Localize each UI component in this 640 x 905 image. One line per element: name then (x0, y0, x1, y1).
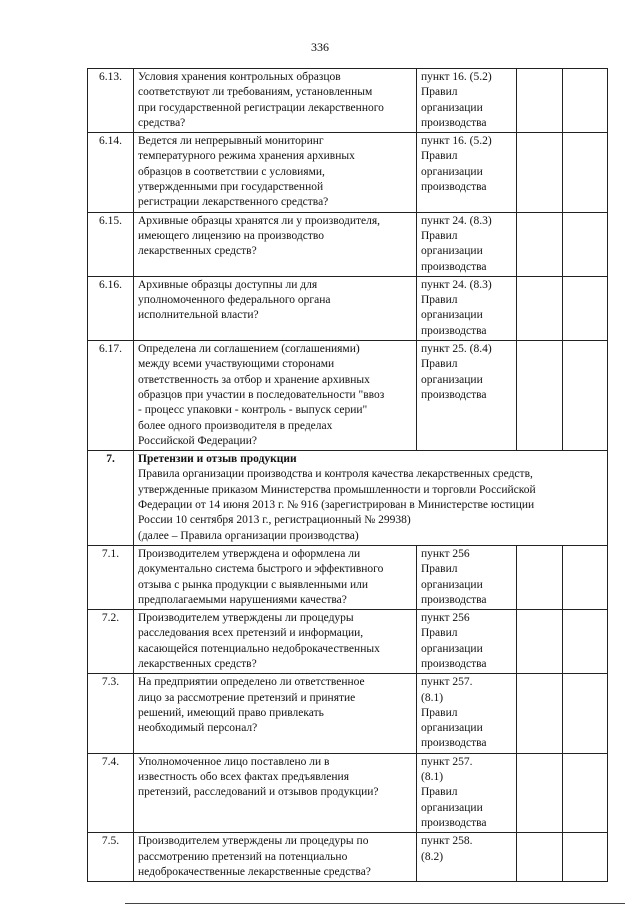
reference-cell: пункт 25. (8.4) Правил организации производства (417, 341, 517, 451)
table-row (88, 833, 608, 882)
answer-cell-yes[interactable] (517, 833, 563, 882)
reference-cell: пункт 258. (8.2) (417, 833, 517, 882)
answer-cell-yes[interactable] (517, 674, 563, 753)
answer-cell-yes[interactable] (517, 69, 563, 133)
answer-cell-no[interactable] (563, 545, 608, 609)
question-cell: Архивные образцы доступны ли для уполномоченного федерального органа исполнительной власти? (134, 276, 417, 340)
question-cell: Производителем утверждены ли процедуры расследования всех претензий и информации, касающейся потенциально недоброкачественных лекарственных средств? (134, 610, 417, 674)
answer-cell-no[interactable] (563, 276, 608, 340)
answer-cell-no[interactable] (563, 833, 608, 882)
page-number: 336 (311, 40, 329, 54)
item-number: 7.1. (88, 545, 134, 609)
question-cell: Архивные образцы хранятся ли у производителя, имеющего лицензию на производство лекарственных средств? (134, 212, 417, 276)
answer-cell-no[interactable] (563, 341, 608, 451)
answer-cell-no[interactable] (563, 69, 608, 133)
reference-cell: пункт 16. (5.2) Правил организации производства (417, 133, 517, 212)
item-number: 6.15. (88, 212, 134, 276)
item-number: 7.3. (88, 674, 134, 753)
section-cell (134, 451, 608, 546)
question-cell: Производителем утверждены ли процедуры по рассмотрению претензий на потенциально недоброкачественные лекарственные средства? (134, 833, 417, 882)
page-edge-line (125, 903, 625, 904)
table-row (88, 69, 608, 133)
answer-cell-yes[interactable] (517, 545, 563, 609)
answer-cell-yes[interactable] (517, 753, 563, 832)
question-cell: Производителем утверждена и оформлена ли документально система быстрого и эффективного отзыва с рынка продукции с выявленными или предполагаемыми нарушениями качества? (134, 545, 417, 609)
item-number: 7.2. (88, 610, 134, 674)
item-number: 7.4. (88, 753, 134, 832)
answer-cell-yes[interactable] (517, 133, 563, 212)
table-row (88, 276, 608, 340)
question-cell: Ведется ли непрерывный мониторинг температурного режима хранения архивных образцов в соответствии с условиями, утвержденными при государственной регистрации лекарственного средства? (134, 133, 417, 212)
answer-cell-no[interactable] (563, 610, 608, 674)
table-row (88, 674, 608, 753)
answer-cell-no[interactable] (563, 674, 608, 753)
reference-cell: пункт 16. (5.2) Правил организации производства (417, 69, 517, 133)
section-row (88, 451, 608, 546)
section-title: Претензии и отзыв продукции (138, 453, 297, 466)
section-number: 7. (88, 451, 134, 546)
question-cell: Условия хранения контрольных образцов соответствуют ли требованиям, установленным при государственной регистрации лекарственного средства? (134, 69, 417, 133)
table-row (88, 545, 608, 609)
table-row (88, 133, 608, 212)
answer-cell-no[interactable] (563, 133, 608, 212)
answer-cell-no[interactable] (563, 212, 608, 276)
reference-cell: пункт 257. (8.1) Правил организации производства (417, 674, 517, 753)
item-number: 7.5. (88, 833, 134, 882)
table-row (88, 341, 608, 451)
checklist-table (87, 68, 608, 882)
table-row (88, 753, 608, 832)
item-number: 6.16. (88, 276, 134, 340)
reference-cell: пункт 24. (8.3) Правил организации производства (417, 276, 517, 340)
answer-cell-yes[interactable] (517, 341, 563, 451)
section-body: Правила организации производства и контроля качества лекарственных средств, утвержденные приказом Министерства промышленности и торговли Российской Федерации от 14 июня 2013 г. № 916 (зарегистрирован в Министерстве юстиции России 10 сентября 2013 г., регистрационный № 29938) (далее – Правила организации производства) (138, 468, 536, 542)
question-cell: Уполномоченное лицо поставлено ли в известность обо всех фактах предъявления претензий, расследований и отзывов продукции? (134, 753, 417, 832)
answer-cell-yes[interactable] (517, 212, 563, 276)
reference-cell: пункт 257. (8.1) Правил организации производства (417, 753, 517, 832)
answer-cell-yes[interactable] (517, 610, 563, 674)
table-row (88, 212, 608, 276)
question-cell: На предприятии определено ли ответственное лицо за рассмотрение претензий и принятие решений, имеющий право привлекать необходимый персонал? (134, 674, 417, 753)
answer-cell-no[interactable] (563, 753, 608, 832)
item-number: 6.17. (88, 341, 134, 451)
question-cell: Определена ли соглашением (соглашениями) между всеми участвующими сторонами ответственность за отбор и хранение архивных образцов при участии в последовательности "ввоз - процесс упаковки - контроль - выпуск серии" более одного производителя в пределах Российской Федерации? (134, 341, 417, 451)
item-number: 6.14. (88, 133, 134, 212)
answer-cell-yes[interactable] (517, 276, 563, 340)
reference-cell: пункт 256 Правил организации производства (417, 545, 517, 609)
table-row (88, 610, 608, 674)
reference-cell: пункт 24. (8.3) Правил организации производства (417, 212, 517, 276)
reference-cell: пункт 256 Правил организации производства (417, 610, 517, 674)
item-number: 6.13. (88, 69, 134, 133)
